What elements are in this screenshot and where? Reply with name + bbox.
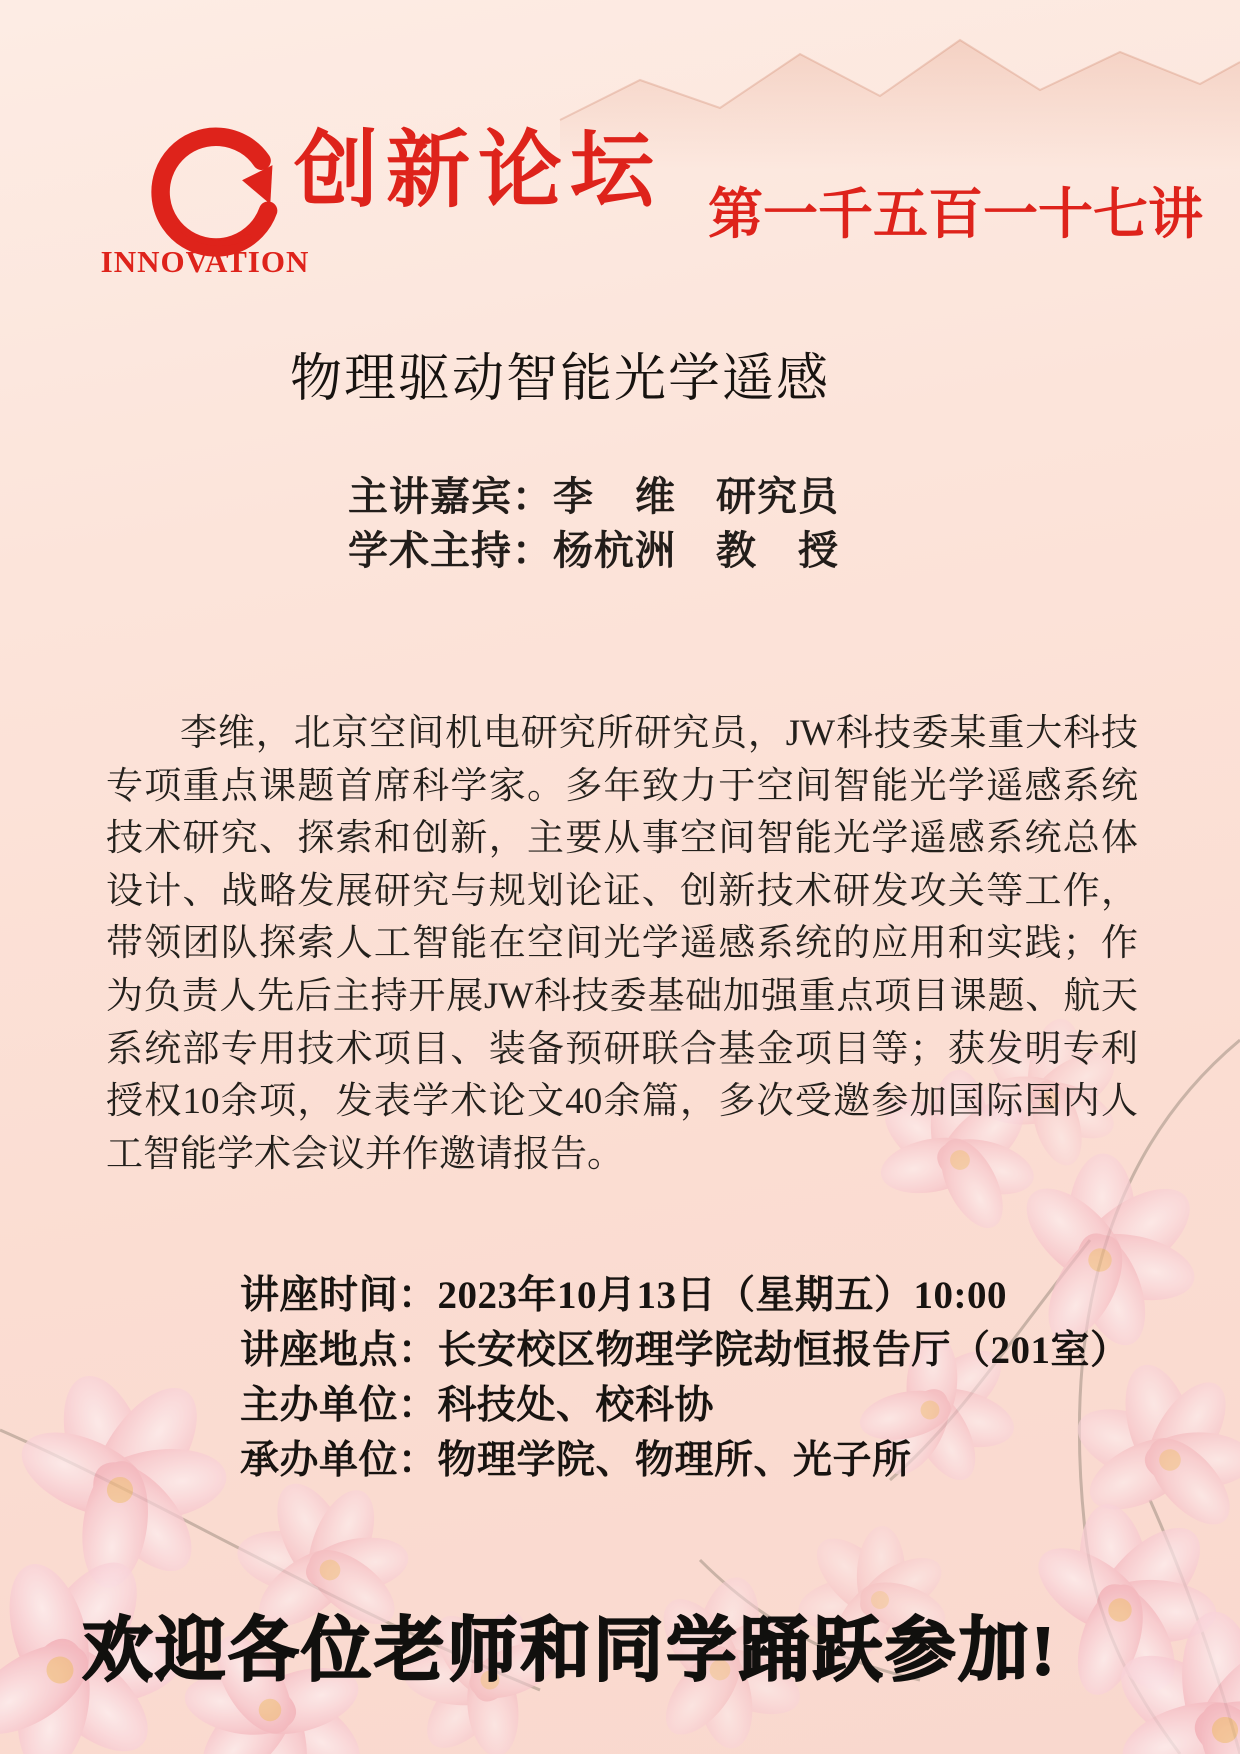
speaker-row (348, 470, 839, 524)
lecture-number: 第一千五百一十七讲 (708, 183, 1204, 245)
host-title: 教 授 (716, 528, 839, 573)
lecture-details (240, 1268, 1130, 1488)
speaker-label: 主讲嘉宾： (348, 474, 553, 519)
detail-row-undertaker (240, 1433, 1130, 1488)
time-value: 2023年10月13日（星期五）10:00 (437, 1274, 1008, 1317)
logo-wordmark: INNOVATION (100, 244, 310, 279)
forum-title: 创新论坛 (294, 123, 663, 217)
speaker-block (348, 470, 839, 578)
time-label: 讲座时间： (240, 1274, 438, 1317)
detail-row-organizer (240, 1378, 1130, 1433)
location-value: 长安校区物理学院劫恒报告厅（201室） (437, 1329, 1130, 1372)
speaker-title: 研究员 (716, 474, 839, 519)
location-label: 讲座地点： (240, 1329, 438, 1372)
host-label: 学术主持： (348, 528, 553, 573)
lecture-title: 物理驱动智能光学遥感 (290, 351, 831, 408)
speaker-name: 李 维 (553, 474, 676, 519)
organizer-value: 科技处、校科协 (437, 1384, 715, 1427)
undertaker-value: 物理学院、物理所、光子所 (437, 1439, 912, 1482)
organizer-label: 主办单位： (240, 1384, 438, 1427)
undertaker-label: 承办单位： (240, 1439, 438, 1482)
host-name: 杨杭洲 (553, 528, 676, 573)
welcome-message: 欢迎各位老师和同学踊跃参加! (82, 1613, 1058, 1690)
detail-row-time (240, 1268, 1130, 1323)
speaker-bio: 李维，北京空间机电研究所研究员，JW科技委某重大科技专项重点课题首席科学家。多年致力于空间智能光学遥感系统技术研究、探索和创新，主要从事空间智能光学遥感系统总体设计、战略发展研究与规划论证、创新技术研发攻关等工作，带领团队探索人工智能在空间光学遥感系统的应用和实践；作为负责人先后主持开展JW科技委基础加强重点项目课题、航天系统部专用技术项目、装备预研联合基金项目等；获发明专利授权10余项，发表学术论文40余篇，多次受邀参加国际国内人工智能学术会议并作邀请报告。 (106, 713, 1138, 1175)
detail-row-location (240, 1323, 1130, 1378)
host-row (348, 524, 839, 578)
